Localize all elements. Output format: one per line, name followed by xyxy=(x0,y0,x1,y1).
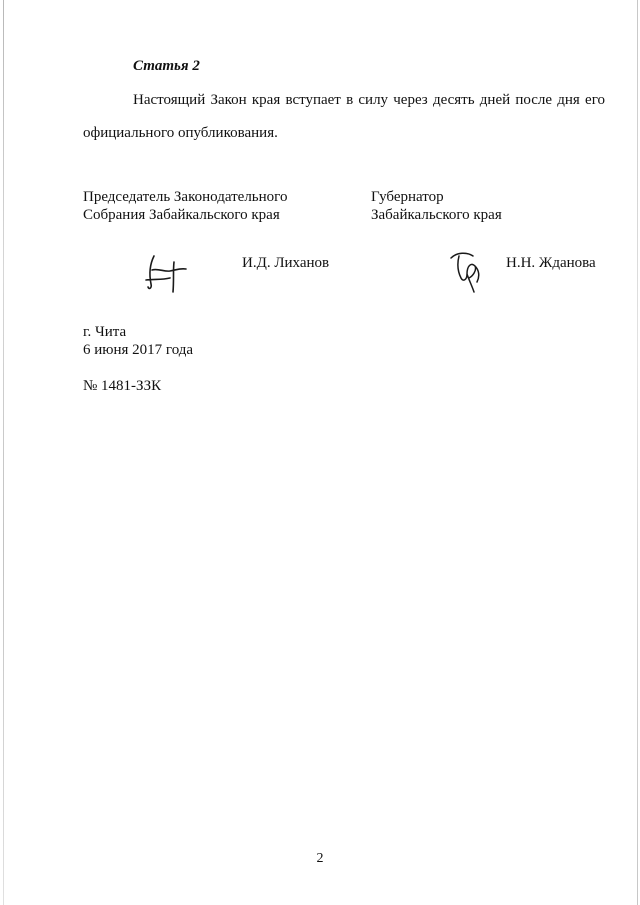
signature-left xyxy=(140,250,195,295)
date: 6 июня 2017 года xyxy=(83,342,194,358)
signer-left-title-line1: Председатель Законодательного xyxy=(83,189,288,205)
place: г. Чита xyxy=(83,324,127,340)
signer-right-title-line2: Забайкальского края xyxy=(371,207,502,223)
signer-left-name: И.Д. Лиханов xyxy=(242,255,330,271)
signer-right-title xyxy=(371,188,502,224)
signature-right xyxy=(445,248,487,293)
place-date-block xyxy=(83,323,193,359)
article-heading: Статья 2 xyxy=(133,58,200,74)
page-number: 2 xyxy=(316,851,324,866)
signer-right-title-line1: Губернатор xyxy=(371,189,444,205)
signer-left-title-line2: Собрания Забайкальского края xyxy=(83,207,280,223)
article-body: Настоящий Закон края вступает в силу через десять дней после дня его официального опубликования. xyxy=(83,92,605,141)
scan-edge-right xyxy=(637,0,638,905)
signer-left-title xyxy=(83,188,287,224)
law-number: № 1481-ЗЗК xyxy=(83,378,162,394)
signer-right-name: Н.Н. Жданова xyxy=(506,255,596,271)
scan-edge-left xyxy=(3,0,4,905)
